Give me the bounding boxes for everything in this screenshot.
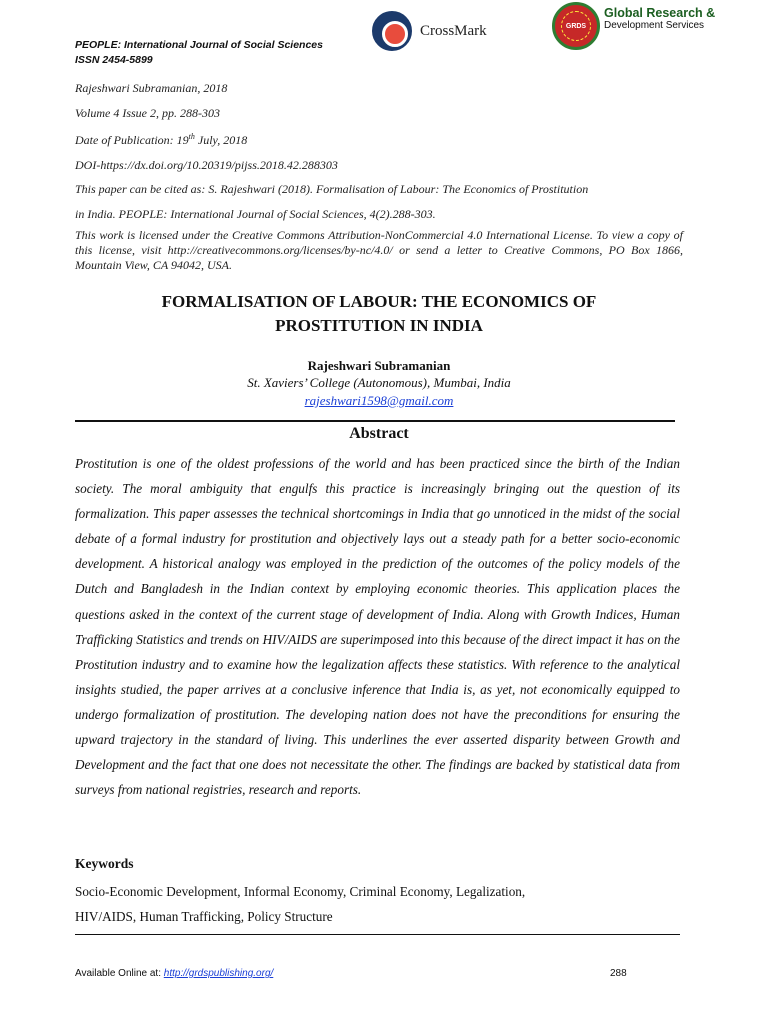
divider-top [75, 420, 675, 422]
meta-citation-line2: in India. PEOPLE: International Journal of Social Sciences, 4(2).288-303. [75, 206, 436, 221]
author-name: Rajeshwari Subramanian [307, 358, 451, 373]
journal-header [75, 38, 323, 68]
meta-publication-date: Date of Publication: 19th July, 2018 [75, 132, 248, 147]
meta-volume: Volume 4 Issue 2, pp. 288-303 [75, 105, 220, 120]
abstract-heading: Abstract [349, 425, 409, 442]
license-notice: This work is licensed under the Creative Commons Attribution-NonCommercial 4.0 International License. To view a copy of this license, visit http://creativecommons.org/licenses/by-nc/4.0/ or send a letter to Creative Commons, PO Box 1866, Mountain View, CA 94042, USA. [75, 228, 683, 272]
keywords-heading: Keywords [75, 856, 134, 871]
divider-bottom [75, 934, 680, 935]
journal-name: PEOPLE: International Journal of Social Sciences [75, 39, 323, 51]
paper-title-line2: PROSTITUTION IN INDIA [275, 316, 483, 335]
page-number: 288 [610, 968, 627, 979]
article-metadata [75, 76, 683, 226]
footer-available-label: Available Online at: [75, 968, 164, 979]
crossmark-logo-icon [372, 11, 412, 51]
meta-author-year: Rajeshwari Subramanian, 2018 [75, 81, 228, 95]
keywords-line1: Socio-Economic Development, Informal Economy, Criminal Economy, Legalization, [75, 884, 526, 899]
paper-title [75, 290, 683, 338]
keywords-list [75, 879, 680, 929]
meta-doi[interactable]: DOI-https://dx.doi.org/10.20319/pijss.2018.42.288303 [75, 157, 338, 172]
publisher-logo [552, 2, 762, 54]
abstract-body: Prostitution is one of the oldest professions of the world and has been practiced since the birth of the Indian society. The moral ambiguity that engulfs this practice is increasingly bringing out the question of its formalization. This paper assesses the technical shortcomings in India that go unnoticed in the midst of the social debate of a formal industry for prostitution and objectively lays out a steady path for a better socio-economic development. A historical analogy was employed in the prediction of the outcomes of the policy models of the Dutch and Bangladesh in the Indian context by employing economic theories. This application places the questions asked in the context of the current stage of development of India. Along with Growth Indices, Human Trafficking Statistics and trends on HIV/AIDS are superimposed into this because of the direct impact it has on the Prostitution industry and to examine how the legalization affects these statistics. With reference to the analytical insights studied, the paper arrives at a conclusive inference that India is, as yet, not economically equipped to undergo formalization of prostitution. The developing nation does not have the preconditions for ensuring the upward trajectory in the standard of living. This underlines the ever asserted disparity between Growth and Development and the fact that one does not necessitate the other. The findings are backed by statistical data from surveys from national registries, research and reports. [75, 456, 680, 798]
crossmark-label: CrossMark [420, 22, 487, 39]
footer-availability [75, 968, 273, 979]
crossmark-badge[interactable] [372, 10, 512, 52]
grds-seal-icon [552, 2, 600, 50]
grds-seal-text: GRDS [565, 22, 587, 30]
keywords-line2: HIV/AIDS, Human Trafficking, Policy Structure [75, 909, 333, 924]
publisher-name-line1: Global Research & [604, 6, 716, 20]
author-email-link[interactable]: rajeshwari1598@gmail.com [304, 393, 454, 408]
journal-issn: ISSN 2454-5899 [75, 54, 153, 66]
meta-citation-line1: This paper can be cited as: S. Rajeshwari (2018). Formalisation of Labour: The Economics of Prostitution [75, 182, 589, 196]
author-affiliation: St. Xaviers’ College (Autonomous), Mumbai, India [247, 375, 511, 390]
footer-url-link[interactable]: http://grdspublishing.org/ [163, 968, 274, 979]
publisher-name-line2: Development Services [604, 20, 705, 31]
paper-title-line1: FORMALISATION OF LABOUR: THE ECONOMICS OF [161, 292, 597, 311]
